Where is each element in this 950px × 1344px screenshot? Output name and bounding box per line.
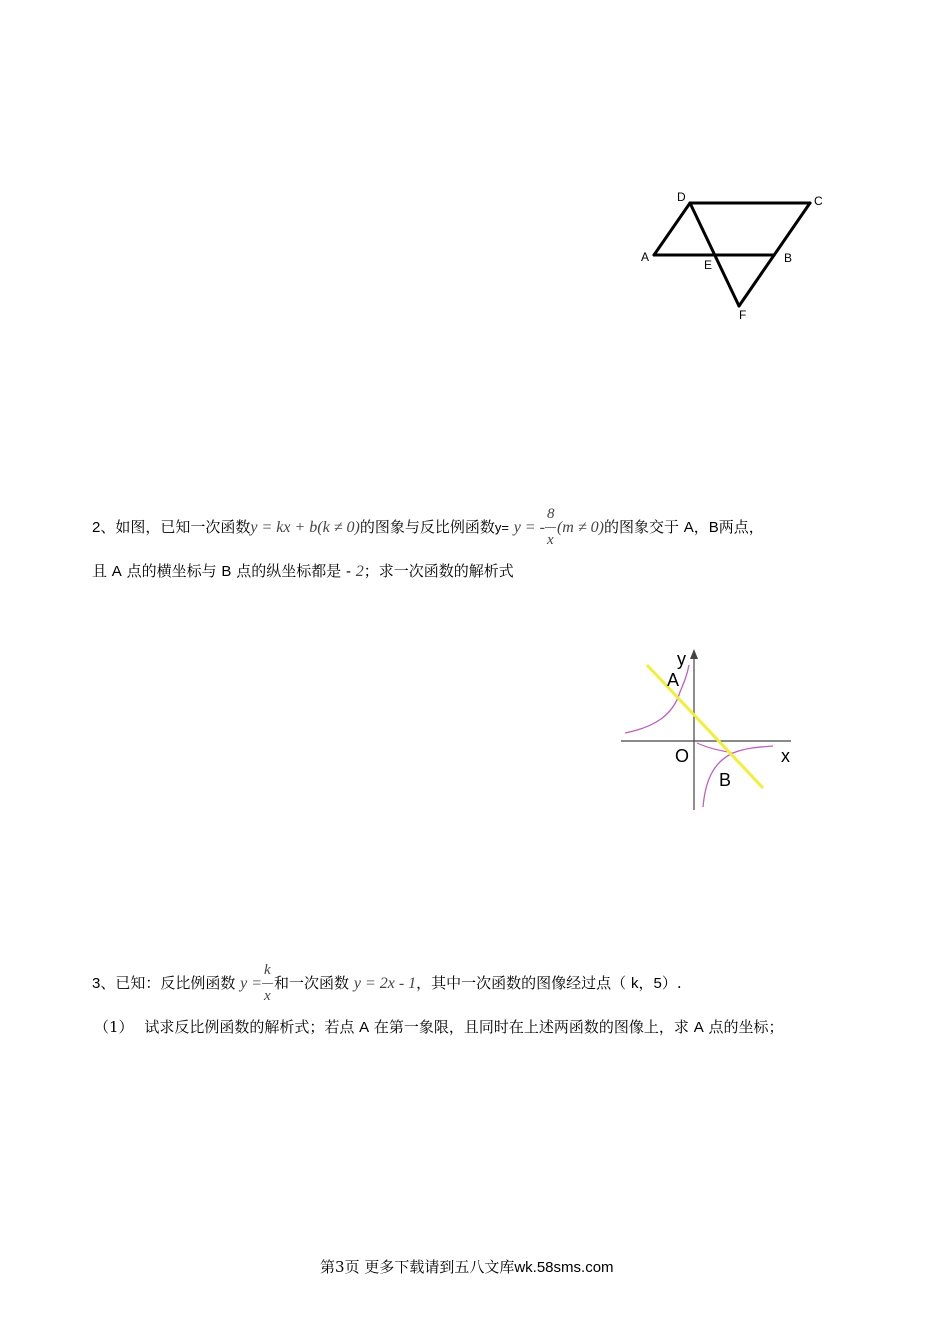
- q2-inverse-formula-b: (m ≠ 0): [556, 519, 604, 536]
- q3-frac-den: x: [264, 988, 271, 1004]
- q2l2-point-b: B: [221, 563, 232, 580]
- footer-page-number: 3: [335, 1258, 345, 1276]
- q2-comma: ，: [693, 518, 709, 536]
- q2l2-value: 2: [355, 563, 364, 580]
- q2l2-text-1: 且: [92, 562, 108, 580]
- label-x: x: [781, 746, 790, 766]
- q2-text-3: y=: [494, 520, 509, 535]
- label-origin: O: [675, 746, 690, 766]
- q3-text-4: ）.: [661, 974, 682, 992]
- q3-text-3: ，其中一次函数的图像经过点（: [416, 974, 627, 992]
- q2l2-text-3: 点的纵坐标都是: [236, 562, 342, 580]
- footer-text-1: 第: [320, 1258, 336, 1276]
- q2-linear-formula: y = kx + b(k ≠ 0): [250, 519, 360, 536]
- label-f: F: [739, 308, 747, 322]
- function-graph: [615, 645, 805, 813]
- q2-inverse-formula-a: y = -: [513, 519, 545, 536]
- q3-inverse-formula-a: y =: [240, 975, 263, 992]
- q2-point-a: A: [683, 519, 694, 536]
- q2-line2: [92, 560, 514, 583]
- q3-sub1-label: （1）: [94, 1018, 134, 1036]
- page-footer: [320, 1256, 614, 1279]
- q3-sub1-point-a: A: [359, 1019, 370, 1036]
- q3-number: 3: [92, 975, 101, 992]
- label-y: y: [677, 649, 686, 669]
- q2l2-text-2: 点的横坐标与: [126, 562, 217, 580]
- q2l2-text-4: ；求一次函数的解析式: [363, 562, 514, 580]
- q2-number: 2: [92, 519, 101, 536]
- q2l2-point-a: A: [111, 563, 122, 580]
- label-c: C: [814, 194, 823, 208]
- q3-line1: [92, 962, 682, 1004]
- q3-comma: ，: [638, 974, 654, 992]
- segment-da: [654, 203, 690, 255]
- label-e: E: [704, 258, 713, 272]
- q2-text-1: 如图，已知一次函数: [115, 518, 251, 536]
- footer-site-link[interactable]: wk.58sms.com: [514, 1259, 614, 1276]
- q3-text-2: 和一次函数: [274, 974, 350, 992]
- q3-five: 5: [653, 975, 662, 992]
- q2-text-2: 的图象与反比例函数: [359, 518, 495, 536]
- q2-line1: [92, 506, 764, 548]
- q3-frac-num: k: [264, 962, 271, 978]
- q3-text-1: 、已知：反比例函数: [100, 974, 236, 992]
- footer-text-2: 页 更多下载请到五八文库: [344, 1258, 515, 1276]
- q3-sub1-point-a2: A: [693, 1019, 704, 1036]
- label-a: A: [667, 670, 680, 690]
- q3-sub1-text-1: 试求反比例函数的解析式；若点: [144, 1018, 355, 1036]
- y-axis-arrow: [690, 649, 698, 659]
- q3-sub1: [94, 1016, 784, 1039]
- q3-linear-formula: y = 2x - 1: [353, 975, 417, 992]
- q3-sub1-text-3: 点的坐标；: [708, 1018, 784, 1036]
- q3-fraction: [262, 962, 274, 1004]
- q3-sub1-text-2: 在第一象限，且同时在上述两函数的图像上，求: [373, 1018, 689, 1036]
- label-b: B: [719, 770, 732, 790]
- q2-frac-num: 8: [546, 506, 555, 522]
- label-a: A: [641, 250, 650, 264]
- fraction-bar: [262, 983, 273, 984]
- q2-point-b: B: [708, 519, 719, 536]
- q2-text-4: 的图象交于: [603, 518, 679, 536]
- label-d: D: [677, 190, 686, 204]
- label-b: B: [784, 251, 793, 265]
- q2-separator: 、: [100, 518, 116, 536]
- q3-k: k: [630, 975, 639, 992]
- q2l2-minus: -: [345, 563, 351, 580]
- geometry-figure: [630, 180, 830, 325]
- linear-function-line: [647, 665, 763, 788]
- hyperbola-branch-4: [703, 746, 773, 807]
- q2-text-5: 两点，: [718, 518, 764, 536]
- q2-frac-den: x: [546, 532, 554, 548]
- q2-fraction: [545, 506, 557, 548]
- fraction-bar: [545, 527, 556, 528]
